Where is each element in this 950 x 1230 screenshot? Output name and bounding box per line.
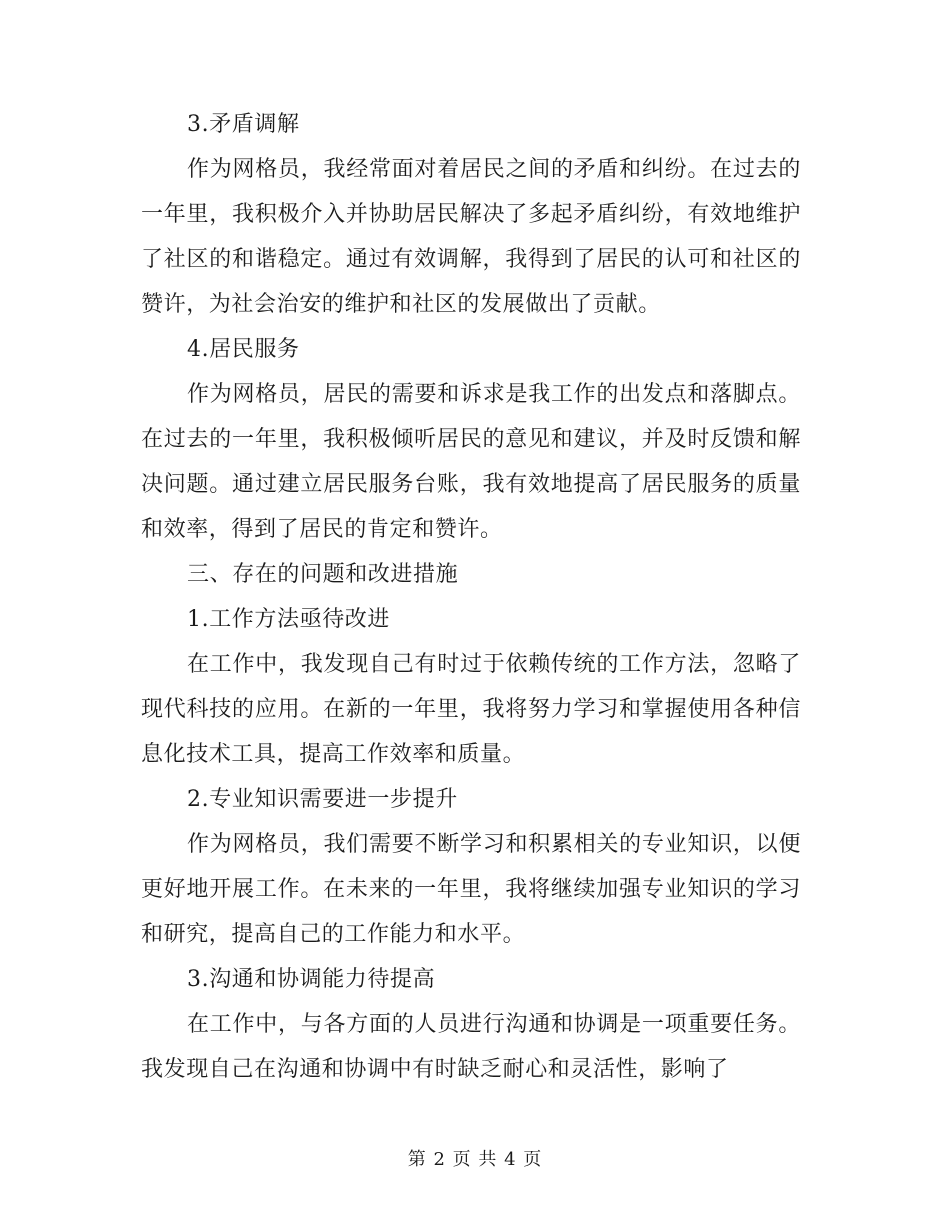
paragraph-resident-service: 作为网格员，居民的需要和诉求是我工作的出发点和落脚点。在过去的一年里，我积极倾听居民的意见和建议，并及时反馈和解决问题。通过建立居民服务台账，我有效地提高了居民服务的质量和效率，得到了居民的肯定和赞许。	[141, 382, 801, 542]
paragraph-professional-knowledge: 作为网格员，我们需要不断学习和积累相关的专业知识，以便更好地开展工作。在未来的一年里，我将继续加强专业知识的学习和研究，提高自己的工作能力和水平。	[141, 832, 801, 947]
section-heading-professional-knowledge: 2.专业知识需要进一步提升	[187, 787, 458, 812]
page-number-footer: 第 2 页 共 4 页	[407, 1149, 543, 1170]
section-heading-work-methods: 1.工作方法亟待改进	[187, 607, 390, 632]
section-heading-resident-service: 4.居民服务	[187, 337, 300, 362]
document-body	[141, 102, 801, 1092]
section-heading-problems-and-improvements: 三、存在的问题和改进措施	[187, 562, 459, 587]
paragraph-work-methods: 在工作中，我发现自己有时过于依赖传统的工作方法，忽略了现代科技的应用。在新的一年里，我将努力学习和掌握使用各种信息化技术工具，提高工作效率和质量。	[141, 652, 801, 767]
section-heading-conflict-mediation: 3.矛盾调解	[187, 112, 300, 137]
paragraph-communication: 在工作中，与各方面的人员进行沟通和协调是一项重要任务。我发现自己在沟通和协调中有时缺乏耐心和灵活性，影响了	[141, 1012, 801, 1082]
section-heading-communication: 3.沟通和协调能力待提高	[187, 967, 436, 992]
paragraph-conflict-mediation: 作为网格员，我经常面对着居民之间的矛盾和纠纷。在过去的一年里，我积极介入并协助居民解决了多起矛盾纠纷，有效地维护了社区的和谐稳定。通过有效调解，我得到了居民的认可和社区的赞许，为社会治安的维护和社区的发展做出了贡献。	[141, 157, 801, 317]
